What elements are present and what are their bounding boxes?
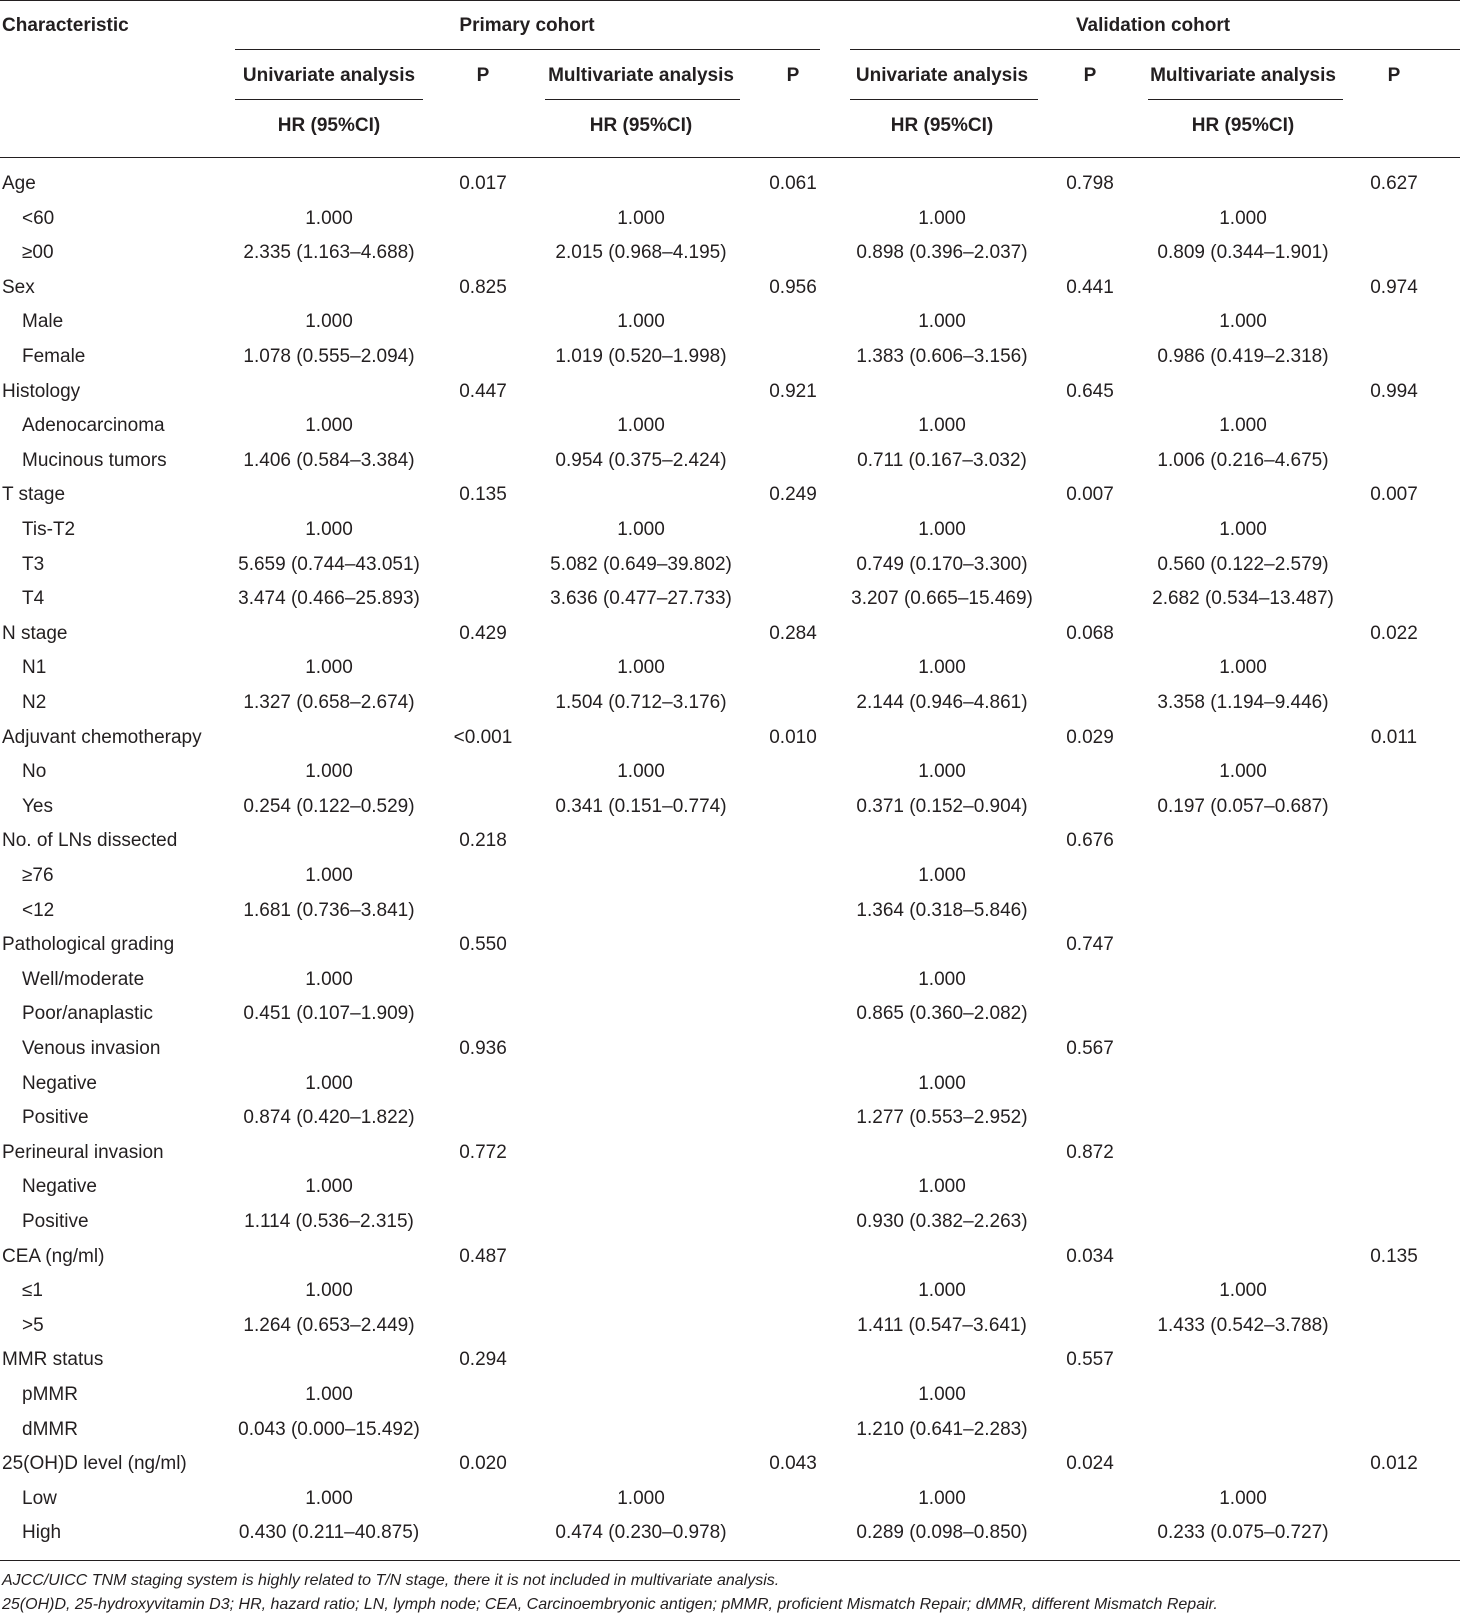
primary-univariate-hr-cell: 1.078 (0.555–2.094)	[243, 346, 415, 367]
primary-univariate-hr-cell: 1.681 (0.736–3.841)	[243, 899, 415, 921]
header-validation-univariate: Univariate analysis	[855, 65, 1029, 86]
row-sublabel: ≤1	[22, 1280, 43, 1302]
primary-multivariate-hr-cell: 1.000	[617, 415, 665, 437]
row-label: Sex	[2, 276, 35, 298]
validation-univariate-p-cell: 0.872	[1066, 1141, 1114, 1163]
table-row	[0, 236, 1460, 270]
row-sublabel: pMMR	[22, 1384, 78, 1405]
table-row	[0, 928, 1460, 962]
table-row	[0, 444, 1460, 478]
table-row	[0, 1343, 1460, 1377]
header-primary-p1: P	[476, 65, 490, 86]
header-validation-univariate-hr: HR (95%CI)	[890, 115, 994, 136]
primary-multivariate-hr-cell: 0.954 (0.375–2.424)	[555, 449, 727, 471]
validation-univariate-hr-cell: 1.000	[918, 657, 966, 679]
row-sublabel: Negative	[22, 1176, 97, 1198]
validation-univariate-hr-cell: 1.000	[918, 415, 966, 437]
table-row	[0, 894, 1460, 928]
validation-univariate-p-cell: 0.024	[1066, 1453, 1114, 1475]
table-row	[0, 859, 1460, 893]
header-validation-multivariate: Multivariate analysis	[1150, 65, 1336, 86]
primary-multivariate-hr-cell: 3.636 (0.477–27.733)	[550, 588, 732, 610]
primary-multivariate-hr-cell: 1.000	[617, 761, 665, 783]
table-row	[0, 513, 1460, 547]
primary-univariate-hr-cell: 1.000	[305, 761, 353, 783]
validation-univariate-hr-cell: 1.000	[918, 865, 966, 886]
primary-multivariate-p-cell: 0.249	[769, 484, 817, 506]
validation-univariate-hr-cell: 0.749 (0.170–3.300)	[856, 553, 1028, 575]
validation-univariate-hr-cell: 1.364 (0.318–5.846)	[856, 899, 1028, 921]
table-row	[0, 167, 1460, 201]
validation-univariate-hr-cell: 1.000	[918, 1384, 966, 1405]
top-rule	[0, 0, 1460, 1]
table-row	[0, 1240, 1460, 1274]
table-row	[0, 755, 1460, 789]
table-row	[0, 340, 1460, 374]
primary-univariate-hr-cell: 1.000	[305, 968, 353, 990]
validation-univariate-hr-cell: 0.711 (0.167–3.032)	[857, 449, 1027, 471]
primary-univariate-p-cell: 0.550	[459, 934, 507, 956]
validation-multivariate-hr-cell: 1.000	[1219, 207, 1267, 229]
primary-multivariate-hr-cell: 1.000	[617, 207, 665, 229]
table-row	[0, 790, 1460, 824]
primary-univariate-p-cell: 0.447	[459, 380, 507, 402]
table-row	[0, 548, 1460, 582]
validation-univariate-p-cell: 0.676	[1066, 830, 1114, 852]
table-row	[0, 1309, 1460, 1343]
table-row	[0, 1378, 1460, 1412]
validation-multivariate-p-cell: 0.135	[1370, 1245, 1418, 1267]
primary-multivariate-hr-cell: 1.504 (0.712–3.176)	[555, 692, 727, 713]
row-sublabel: <12	[22, 899, 55, 921]
primary-univariate-p-cell: 0.218	[459, 830, 507, 852]
validation-multivariate-hr-cell: 1.433 (0.542–3.788)	[1157, 1314, 1329, 1336]
primary-univariate-rule	[235, 99, 423, 100]
primary-univariate-p-cell: 0.020	[459, 1453, 507, 1475]
primary-univariate-hr-cell: 0.874 (0.420–1.822)	[243, 1107, 415, 1129]
row-label: N stage	[2, 622, 68, 644]
row-sublabel: Low	[22, 1487, 57, 1509]
table-row	[0, 686, 1460, 720]
validation-univariate-hr-cell: 1.277 (0.553–2.952)	[856, 1107, 1028, 1129]
primary-multivariate-p-cell: 0.010	[769, 726, 817, 748]
primary-multivariate-hr-cell: 1.000	[617, 519, 665, 540]
header-characteristic: Characteristic	[2, 15, 129, 36]
validation-univariate-hr-cell: 0.371 (0.152–0.904)	[856, 795, 1028, 817]
header-validation-p2: P	[1387, 65, 1401, 86]
table-row	[0, 202, 1460, 236]
row-sublabel: ≥76	[22, 865, 54, 886]
row-sublabel: Yes	[22, 795, 53, 817]
validation-multivariate-p-cell: 0.627	[1370, 173, 1418, 194]
table-row	[0, 1067, 1460, 1101]
primary-univariate-hr-cell: 1.000	[305, 207, 353, 229]
table-row	[0, 963, 1460, 997]
row-sublabel: >5	[22, 1314, 44, 1336]
primary-univariate-hr-cell: 1.000	[305, 311, 353, 333]
validation-univariate-p-cell: 0.798	[1066, 173, 1114, 194]
row-label: Pathological grading	[2, 934, 175, 956]
row-sublabel: <60	[22, 207, 55, 229]
row-sublabel: T4	[22, 588, 45, 610]
validation-univariate-p-cell: 0.557	[1066, 1349, 1114, 1371]
primary-univariate-hr-cell: 1.000	[305, 519, 353, 540]
row-sublabel: Female	[22, 346, 86, 367]
row-label: T stage	[2, 484, 66, 506]
header-primary-univariate-hr: HR (95%CI)	[277, 115, 381, 136]
validation-univariate-rule	[850, 99, 1038, 100]
primary-univariate-hr-cell: 1.000	[305, 1176, 353, 1198]
validation-multivariate-hr-cell: 0.560 (0.122–2.579)	[1157, 553, 1329, 575]
primary-multivariate-p-cell: 0.043	[769, 1453, 817, 1475]
table-row	[0, 1136, 1460, 1170]
header-bottom-rule	[0, 157, 1460, 158]
primary-univariate-hr-cell: 1.000	[305, 1072, 353, 1094]
validation-multivariate-p-cell: 0.974	[1370, 276, 1418, 298]
validation-univariate-p-cell: 0.029	[1066, 726, 1114, 748]
primary-multivariate-rule	[545, 99, 740, 100]
primary-multivariate-hr-cell: 5.082 (0.649–39.802)	[550, 553, 732, 575]
primary-univariate-hr-cell: 0.254 (0.122–0.529)	[243, 795, 415, 817]
validation-univariate-hr-cell: 0.289 (0.098–0.850)	[856, 1522, 1028, 1544]
validation-multivariate-hr-cell: 1.000	[1219, 761, 1267, 783]
primary-univariate-hr-cell: 0.451 (0.107–1.909)	[243, 1003, 415, 1025]
primary-multivariate-hr-cell: 0.341 (0.151–0.774)	[555, 795, 727, 817]
table-row	[0, 1274, 1460, 1308]
row-sublabel: N1	[22, 657, 47, 679]
validation-univariate-hr-cell: 1.000	[918, 761, 966, 783]
header-validation-cohort: Validation cohort	[1075, 15, 1231, 36]
validation-multivariate-p-cell: 0.007	[1370, 484, 1418, 506]
validation-multivariate-hr-cell: 0.197 (0.057–0.687)	[1157, 795, 1329, 817]
row-sublabel: Male	[22, 311, 64, 333]
primary-multivariate-hr-cell: 1.000	[617, 1487, 665, 1509]
validation-multivariate-hr-cell: 0.233 (0.075–0.727)	[1157, 1522, 1329, 1544]
primary-univariate-p-cell: 0.772	[459, 1141, 507, 1163]
validation-multivariate-hr-cell: 1.000	[1219, 1487, 1267, 1509]
row-sublabel: No	[22, 761, 47, 783]
validation-univariate-hr-cell: 1.000	[918, 1487, 966, 1509]
primary-univariate-hr-cell: 1.000	[305, 865, 353, 886]
primary-univariate-p-cell: 0.294	[459, 1349, 507, 1371]
validation-univariate-hr-cell: 0.898 (0.396–2.037)	[856, 242, 1028, 264]
validation-cohort-rule	[850, 49, 1460, 50]
row-sublabel: N2	[22, 692, 47, 713]
row-sublabel: T3	[22, 553, 45, 575]
validation-univariate-p-cell: 0.645	[1066, 380, 1114, 402]
row-sublabel: ≥00	[22, 242, 54, 264]
table-row	[0, 478, 1460, 512]
row-sublabel: Poor/anaplastic	[22, 1003, 153, 1025]
primary-multivariate-hr-cell: 2.015 (0.968–4.195)	[555, 242, 727, 264]
primary-univariate-hr-cell: 1.000	[305, 1384, 353, 1405]
validation-univariate-hr-cell: 2.144 (0.946–4.861)	[856, 692, 1028, 713]
row-label: Adjuvant chemotherapy	[2, 726, 202, 748]
primary-univariate-hr-cell: 1.406 (0.584–3.384)	[243, 449, 415, 471]
primary-univariate-hr-cell: 0.430 (0.211–40.875)	[238, 1522, 420, 1544]
header-validation-multivariate-hr: HR (95%CI)	[1191, 115, 1295, 136]
table-row	[0, 375, 1460, 409]
validation-univariate-hr-cell: 1.000	[918, 1176, 966, 1198]
row-label: Histology	[2, 380, 81, 402]
validation-univariate-p-cell: 0.034	[1066, 1245, 1114, 1267]
primary-univariate-hr-cell: 1.114 (0.536–2.315)	[244, 1211, 414, 1232]
row-sublabel: Negative	[22, 1072, 97, 1094]
table-row	[0, 1482, 1460, 1516]
primary-multivariate-p-cell: 0.921	[769, 380, 817, 402]
table-row	[0, 997, 1460, 1031]
primary-univariate-hr-cell: 3.474 (0.466–25.893)	[238, 588, 420, 610]
header-primary-univariate: Univariate analysis	[242, 65, 416, 86]
row-sublabel: High	[22, 1522, 62, 1544]
primary-multivariate-p-cell: 0.284	[769, 622, 817, 644]
primary-univariate-p-cell: 0.135	[459, 484, 507, 506]
table-row	[0, 617, 1460, 651]
validation-multivariate-p-cell: 0.994	[1370, 380, 1418, 402]
validation-univariate-hr-cell: 1.000	[918, 1280, 966, 1302]
validation-multivariate-p-cell: 0.011	[1370, 726, 1418, 748]
table-row	[0, 305, 1460, 339]
table-row	[0, 1516, 1460, 1550]
validation-multivariate-hr-cell: 2.682 (0.534–13.487)	[1152, 588, 1334, 610]
table-row	[0, 824, 1460, 858]
primary-univariate-p-cell: 0.936	[459, 1038, 507, 1059]
row-sublabel: Venous invasion	[22, 1038, 161, 1059]
row-sublabel: Well/moderate	[22, 968, 145, 990]
row-sublabel: Positive	[22, 1211, 89, 1232]
row-sublabel: dMMR	[22, 1418, 78, 1440]
validation-univariate-p-cell: 0.007	[1066, 484, 1114, 506]
validation-multivariate-hr-cell: 1.000	[1219, 415, 1267, 437]
row-sublabel: Adenocarcinoma	[22, 415, 165, 437]
table-row	[0, 409, 1460, 443]
validation-multivariate-hr-cell: 1.000	[1219, 519, 1267, 540]
header-primary-p2: P	[786, 65, 800, 86]
validation-multivariate-hr-cell: 1.000	[1219, 657, 1267, 679]
validation-univariate-hr-cell: 1.000	[918, 1072, 966, 1094]
validation-univariate-hr-cell: 1.000	[918, 207, 966, 229]
validation-multivariate-hr-cell: 0.809 (0.344–1.901)	[1157, 242, 1329, 264]
validation-univariate-hr-cell: 1.411 (0.547–3.641)	[857, 1314, 1027, 1336]
header-primary-multivariate: Multivariate analysis	[548, 65, 734, 86]
table-row	[0, 1205, 1460, 1239]
validation-univariate-p-cell: 0.747	[1066, 934, 1114, 956]
table-bottom-rule	[0, 1560, 1460, 1561]
primary-univariate-hr-cell: 1.000	[305, 415, 353, 437]
validation-univariate-hr-cell: 1.210 (0.641–2.283)	[856, 1418, 1028, 1440]
validation-univariate-p-cell: 0.068	[1066, 622, 1114, 644]
row-label: CEA (ng/ml)	[2, 1245, 105, 1267]
table-row	[0, 721, 1460, 755]
validation-univariate-hr-cell: 1.000	[918, 519, 966, 540]
primary-multivariate-p-cell: 0.956	[769, 276, 817, 298]
row-sublabel: Positive	[22, 1107, 89, 1129]
primary-univariate-p-cell: 0.825	[459, 276, 507, 298]
primary-multivariate-p-cell: 0.061	[769, 173, 817, 194]
table-row	[0, 1170, 1460, 1204]
validation-univariate-p-cell: 0.441	[1066, 276, 1114, 298]
row-sublabel: Mucinous tumors	[22, 449, 167, 471]
validation-univariate-hr-cell: 0.865 (0.360–2.082)	[856, 1003, 1028, 1025]
validation-multivariate-rule	[1148, 99, 1343, 100]
row-label: 25(OH)D level (ng/ml)	[2, 1453, 187, 1475]
table-row	[0, 271, 1460, 305]
table-row	[0, 1447, 1460, 1481]
validation-multivariate-hr-cell: 1.000	[1219, 1280, 1267, 1302]
validation-multivariate-hr-cell: 0.986 (0.419–2.318)	[1157, 346, 1329, 367]
footnote-staging: AJCC/UICC TNM staging system is highly related to T/N stage, there it is not included in multivariate analysis.	[2, 1572, 780, 1589]
primary-univariate-p-cell: 0.429	[459, 622, 507, 644]
validation-multivariate-p-cell: 0.022	[1370, 622, 1418, 644]
primary-univariate-hr-cell: 5.659 (0.744–43.051)	[238, 553, 420, 575]
row-label: No. of LNs dissected	[2, 830, 178, 852]
header-primary-multivariate-hr: HR (95%CI)	[589, 115, 693, 136]
primary-multivariate-hr-cell: 0.474 (0.230–0.978)	[555, 1522, 727, 1544]
table-row	[0, 582, 1460, 616]
validation-multivariate-hr-cell: 3.358 (1.194–9.446)	[1157, 692, 1329, 713]
validation-univariate-p-cell: 0.567	[1066, 1038, 1114, 1059]
primary-univariate-hr-cell: 1.327 (0.658–2.674)	[243, 692, 415, 713]
validation-univariate-hr-cell: 1.000	[918, 311, 966, 333]
table-row	[0, 651, 1460, 685]
primary-univariate-hr-cell: 0.043 (0.000–15.492)	[238, 1418, 420, 1440]
primary-univariate-hr-cell: 1.000	[305, 657, 353, 679]
table-row	[0, 1101, 1460, 1135]
primary-multivariate-hr-cell: 1.019 (0.520–1.998)	[555, 346, 727, 367]
validation-multivariate-hr-cell: 1.000	[1219, 311, 1267, 333]
row-label: Perineural invasion	[2, 1141, 164, 1163]
row-sublabel: Tis-T2	[22, 519, 76, 540]
validation-univariate-hr-cell: 1.000	[918, 968, 966, 990]
row-label: Age	[2, 173, 36, 194]
validation-univariate-hr-cell: 3.207 (0.665–15.469)	[851, 588, 1033, 610]
primary-univariate-hr-cell: 1.000	[305, 1487, 353, 1509]
validation-multivariate-p-cell: 0.012	[1370, 1453, 1418, 1475]
validation-univariate-hr-cell: 1.383 (0.606–3.156)	[856, 346, 1028, 367]
validation-multivariate-hr-cell: 1.006 (0.216–4.675)	[1157, 449, 1329, 471]
validation-univariate-hr-cell: 0.930 (0.382–2.263)	[856, 1211, 1028, 1232]
primary-univariate-p-cell: <0.001	[453, 726, 513, 748]
footnote-abbreviations: 25(OH)D, 25-hydroxyvitamin D3; HR, hazard ratio; LN, lymph node; CEA, Carcinoembryonic antigen; pMMR, proficient Mismatch Repair; dMMR, different Mismatch Repair.	[2, 1596, 1218, 1613]
primary-cohort-rule	[235, 49, 820, 50]
primary-univariate-hr-cell: 1.264 (0.653–2.449)	[243, 1314, 415, 1336]
primary-multivariate-hr-cell: 1.000	[617, 311, 665, 333]
primary-univariate-p-cell: 0.487	[459, 1245, 507, 1267]
primary-univariate-hr-cell: 2.335 (1.163–4.688)	[243, 242, 415, 264]
primary-multivariate-hr-cell: 1.000	[617, 657, 665, 679]
primary-univariate-p-cell: 0.017	[459, 173, 507, 194]
row-label: MMR status	[2, 1349, 104, 1371]
primary-univariate-hr-cell: 1.000	[305, 1280, 353, 1302]
table-row	[0, 1413, 1460, 1447]
table-row	[0, 1032, 1460, 1066]
header-primary-cohort: Primary cohort	[459, 15, 595, 36]
header-validation-p1: P	[1083, 65, 1097, 86]
